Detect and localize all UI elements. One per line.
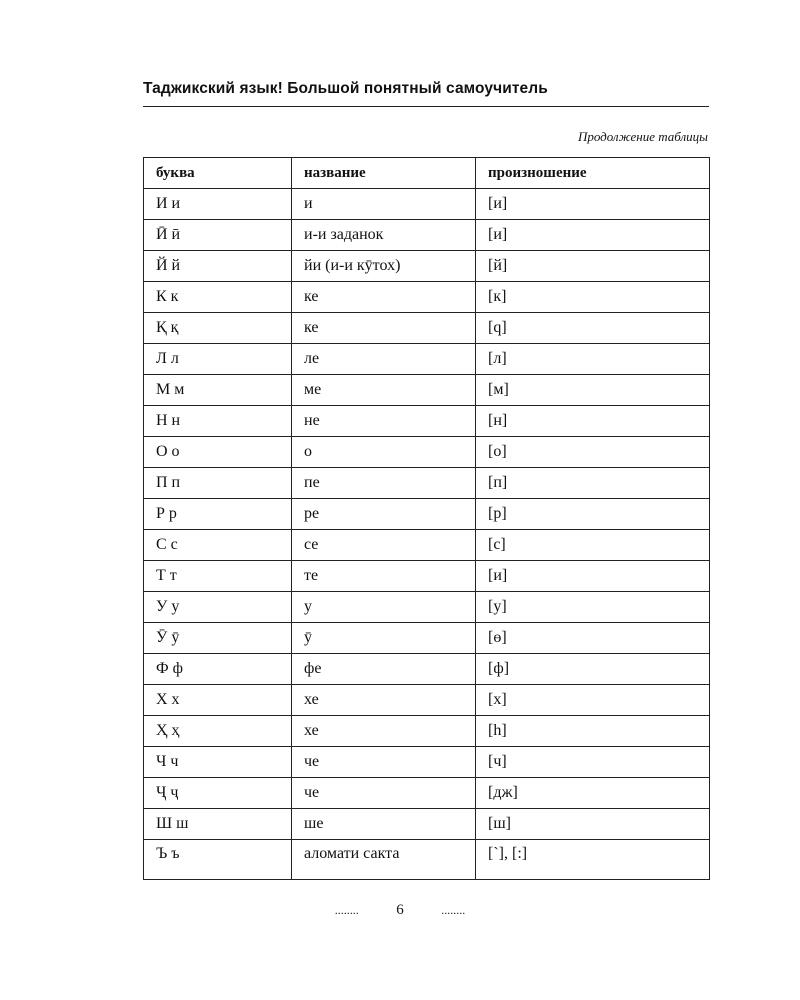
- cell-letter: О о: [144, 437, 292, 468]
- cell-name: ке: [292, 282, 476, 313]
- cell-letter: Й й: [144, 251, 292, 282]
- cell-name: ле: [292, 344, 476, 375]
- table-row: [144, 189, 710, 220]
- cell-letter: Л л: [144, 344, 292, 375]
- cell-name: пе: [292, 468, 476, 499]
- cell-name: ше: [292, 809, 476, 840]
- cell-letter: К к: [144, 282, 292, 313]
- cell-name: хе: [292, 716, 476, 747]
- cell-letter: И и: [144, 189, 292, 220]
- cell-letter: Ъ ъ: [144, 840, 292, 880]
- column-header-letter: буква: [144, 158, 292, 189]
- table-row: [144, 251, 710, 282]
- cell-letter: Ҷ ҷ: [144, 778, 292, 809]
- table-row: [144, 809, 710, 840]
- cell-name: че: [292, 747, 476, 778]
- table-row: [144, 716, 710, 747]
- cell-name: ӯ: [292, 623, 476, 654]
- cell-pronunciation: [ш]: [476, 809, 710, 840]
- cell-name: у: [292, 592, 476, 623]
- column-header-pronunciation: произношение: [476, 158, 710, 189]
- cell-name: о: [292, 437, 476, 468]
- table-row: [144, 313, 710, 344]
- cell-name: не: [292, 406, 476, 437]
- cell-name: те: [292, 561, 476, 592]
- cell-pronunciation: [й]: [476, 251, 710, 282]
- cell-letter: Ӯ ӯ: [144, 623, 292, 654]
- cell-pronunciation: [к]: [476, 282, 710, 313]
- cell-name: хе: [292, 685, 476, 716]
- cell-name: ме: [292, 375, 476, 406]
- table-row: [144, 344, 710, 375]
- page-number: 6: [396, 902, 404, 918]
- page-footer: [0, 902, 800, 919]
- cell-pronunciation: [и]: [476, 561, 710, 592]
- table-row: [144, 220, 710, 251]
- cell-pronunciation: [ө]: [476, 623, 710, 654]
- table-row: [144, 685, 710, 716]
- table-row: [144, 499, 710, 530]
- table-row: [144, 747, 710, 778]
- cell-letter: Н н: [144, 406, 292, 437]
- running-head-title: Таджикский язык! Большой понятный самоучитель: [143, 80, 548, 97]
- cell-pronunciation: [дж]: [476, 778, 710, 809]
- cell-letter: П п: [144, 468, 292, 499]
- table-row: [144, 592, 710, 623]
- cell-pronunciation: [у]: [476, 592, 710, 623]
- table-body: [144, 189, 710, 880]
- table-row: [144, 375, 710, 406]
- table-row: [144, 561, 710, 592]
- cell-pronunciation: [и]: [476, 189, 710, 220]
- table-row: [144, 406, 710, 437]
- cell-name: ке: [292, 313, 476, 344]
- cell-letter: Х х: [144, 685, 292, 716]
- cell-pronunciation: [п]: [476, 468, 710, 499]
- table-row: [144, 282, 710, 313]
- column-header-name: название: [292, 158, 476, 189]
- cell-letter: У у: [144, 592, 292, 623]
- cell-pronunciation: [h]: [476, 716, 710, 747]
- cell-letter: М м: [144, 375, 292, 406]
- cell-letter: Ӣ ӣ: [144, 220, 292, 251]
- cell-letter: Ҳ ҳ: [144, 716, 292, 747]
- cell-pronunciation: [р]: [476, 499, 710, 530]
- cell-letter: Қ қ: [144, 313, 292, 344]
- header-divider: [143, 106, 709, 107]
- cell-pronunciation: [л]: [476, 344, 710, 375]
- footer-left-dots: ........: [334, 903, 359, 917]
- cell-pronunciation: [ф]: [476, 654, 710, 685]
- table-header-row: [144, 158, 710, 189]
- cell-pronunciation: [о]: [476, 437, 710, 468]
- cell-pronunciation: [с]: [476, 530, 710, 561]
- cell-pronunciation: [ч]: [476, 747, 710, 778]
- cell-pronunciation: [х]: [476, 685, 710, 716]
- cell-name: ре: [292, 499, 476, 530]
- cell-name: и: [292, 189, 476, 220]
- cell-name: се: [292, 530, 476, 561]
- table-row: [144, 778, 710, 809]
- table-row: [144, 468, 710, 499]
- table-continuation-caption: Продолжение таблицы: [577, 129, 708, 144]
- cell-pronunciation: [м]: [476, 375, 710, 406]
- cell-pronunciation: [и]: [476, 220, 710, 251]
- footer-right-dots: ........: [441, 903, 466, 917]
- cell-pronunciation: [q]: [476, 313, 710, 344]
- cell-name: фе: [292, 654, 476, 685]
- cell-name: йи (и-и кӯтох): [292, 251, 476, 282]
- cell-pronunciation: [`], [:]: [476, 840, 710, 880]
- table-row: [144, 437, 710, 468]
- cell-name: че: [292, 778, 476, 809]
- cell-name: аломати сакта: [292, 840, 476, 880]
- cell-name: и-и заданок: [292, 220, 476, 251]
- alphabet-table: [143, 157, 710, 880]
- table-row: [144, 623, 710, 654]
- cell-letter: Р р: [144, 499, 292, 530]
- table-row: [144, 654, 710, 685]
- cell-letter: Ф ф: [144, 654, 292, 685]
- cell-letter: Ш ш: [144, 809, 292, 840]
- cell-letter: С с: [144, 530, 292, 561]
- cell-letter: Ч ч: [144, 747, 292, 778]
- table-row: [144, 530, 710, 561]
- cell-letter: Т т: [144, 561, 292, 592]
- cell-pronunciation: [н]: [476, 406, 710, 437]
- table-row: [144, 840, 710, 880]
